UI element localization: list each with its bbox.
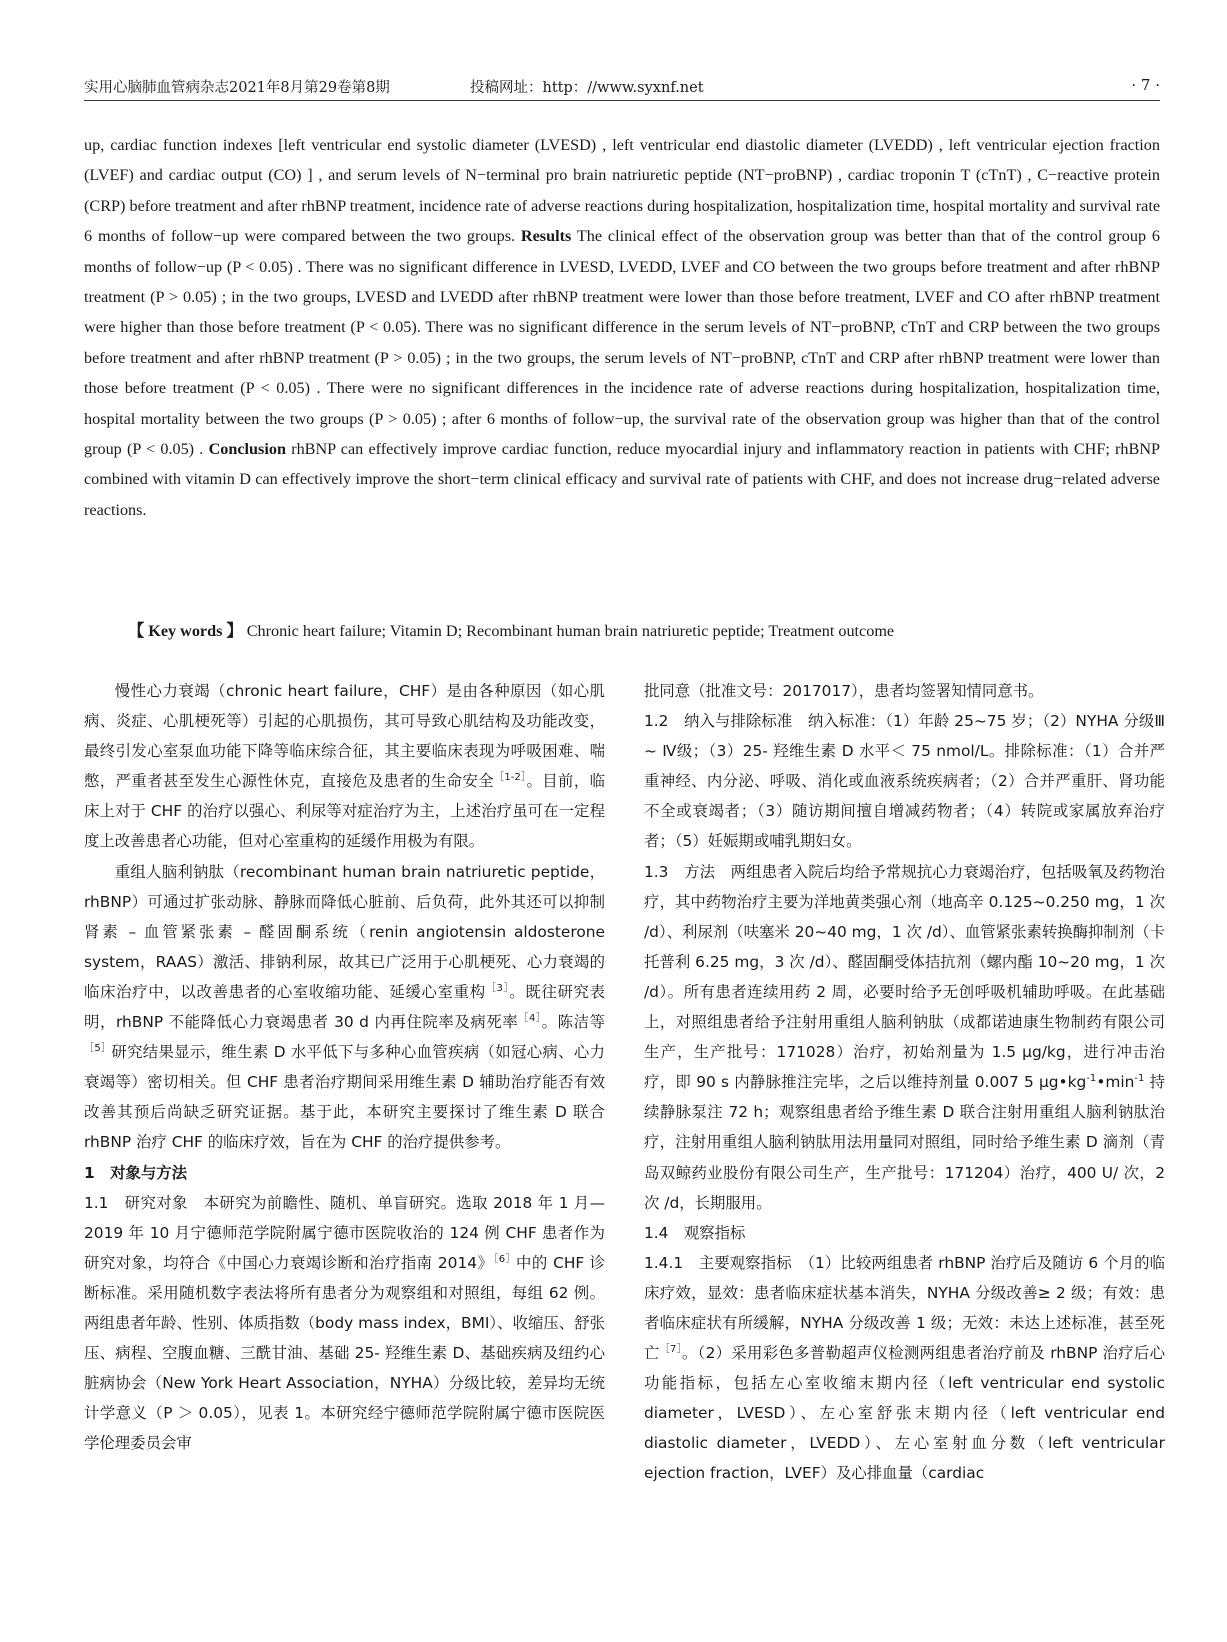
text: 研究结果显示，维生素 D 水平低下与多种心血管疾病（如冠心病、心力衰竭等）密切相关。但 CHF 患者治疗期间采用维生素 D 辅助治疗能否有效改善其预后尚缺乏研究证据。基于此，本研究主要探讨了维生素 D 联合 rhBNP 治疗 CHF 的临床疗效，旨在为 CHF 的治疗提供参考。 [84,1043,605,1152]
submission-url[interactable]: 投稿网址：http：//www.syxnf.net [470,80,704,96]
citation[interactable]: ［3］ [485,982,510,994]
text: 1.1 研究对象 本研究为前瞻性、随机、单盲研究。选取 2018 年 1 月—2019 年 10 月宁德师范学院附属宁德市医院收治的 124 例 CHF 患者作为研究对象，均符合《中国心力衰竭诊断和治疗指南 2014》 [84,1193,605,1272]
left-column [84,676,605,1458]
indicators-paragraph [644,1248,1165,1489]
text: 。陈洁等 [541,1013,605,1032]
english-abstract [84,130,1160,525]
citation[interactable]: ［6］ [493,1253,517,1265]
citation[interactable]: ［4］ [518,1012,542,1024]
intro-paragraph-2 [84,857,605,1158]
abstract-paragraph [84,130,1160,525]
ethics-paragraph: 批同意（批准文号：2017017），患者均签署知情同意书。 [644,682,1044,700]
conclusion-label: Conclusion [208,440,286,459]
text: 。既往研究表明，rhBNP 不能降低心力衰竭患者 30 d 内再住院率及病死率 [84,982,605,1032]
text: 。（2）采用彩色多普勒超声仪检测两组患者治疗前及 rhBNP 治疗后心功能指标，包括左心室收缩末期内径（left ventricular end systolic diameter，LVESD）、左心室舒张末期内径（left ventricular end diastolic diameter，LVEDD）、左心室射血分数（left ventricular ejection fraction，LVEF）及心排血量（cardiac [644,1344,1165,1483]
page-number: · 7 · [1131,76,1160,94]
keywords [128,616,1158,646]
intro-paragraph-1 [84,676,605,857]
abstract-methods-text: up, cardiac function indexes [left ventricular end systolic diameter (LVESD) , left ventricular end diastolic diameter (LVEDD) , left ventricular ejection fraction (LVEF) and cardiac output (CO) ] , and serum levels of N−terminal pro brain natriuretic peptide (NT−proBNP) , cardiac troponin T (cTnT) , C−reactive protein (CRP) before treatment and after rhBNP treatment, incidence rate of adverse reactions during hospitalization, hospitalization time, hospital mortality and survival rate 6 months of follow−up were compared between the two groups. [84,136,1160,246]
journal-title: 实用心脑肺血管病杂志2021年8月第29卷第8期 [84,80,390,96]
right-column [644,676,1165,1489]
citation[interactable]: ［1-2］ [494,772,527,784]
citation[interactable]: ［7］ [659,1343,682,1355]
section-heading: 1 对象与方法 [84,1163,188,1182]
keywords-text: Chronic heart failure; Vitamin D; Recombinant human brain natriuretic peptide; Treatment outcome [246,622,895,640]
text: •min [1096,1073,1135,1092]
abstract-conclusion-text: rhBNP can effectively improve cardiac function, reduce myocardial injury and inflammatory reaction in patients with CHF; rhBNP combined with vitamin D can effectively improve the short−term clinical efficacy and survival rate of patients with CHF, and does not increase drug−related adverse reactions. [84,440,1161,519]
text: 重组人脑利钠肽（recombinant human brain natriuretic peptide，rhBNP）可通过扩张动脉、静脉而降低心脏前、后负荷，此外其还可以抑制肾素 – 血管紧张素 – 醛固酮系统（renin angiotensin aldosterone system，RAAS）激活、排钠利尿，故其已广泛用于心肌梗死、心力衰竭的临床治疗中，以改善患者的心室收缩功能、延缓心室重构 [84,862,605,1001]
results-label: Results [520,227,572,246]
text: 1.4.1 主要观察指标 （1）比较两组患者 rhBNP 治疗后及随访 6 个月的临床疗效，显效：患者临床症状基本消失，NYHA 分级改善≥ 2 级；有效：患者临床症状有所缓解，NYHA 分级改善 1 级；无效：未达上述标准，甚至死亡 [644,1253,1165,1363]
text: 慢性心力衰竭（chronic heart failure，CHF）是由各种原因（如心肌病、炎症、心肌梗死等）引起的心肌损伤，其可导致心肌结构及功能改变，最终引发心室泵血功能下降等临床综合征，其主要临床表现为呼吸困难、喘憋，严重者甚至发生心源性休克，直接危及患者的生命安全 [84,682,605,791]
keywords-label: 【 Key words 】 [128,622,243,640]
citation[interactable]: ［5］ [84,1043,112,1054]
text: 中的 CHF 诊断标准。采用随机数字表法将所有患者分为观察组和对照组，每组 62 例。两组患者年龄、性别、体质指数（body mass index，BMI）、收缩压、舒张压、病程、空腹血糖、三酰甘油、基础 25- 羟维生素 D、基础疾病及纽约心脏病协会（New York Heart Association，NYHA）分级比较，差异均无统计学意义（P ＞ 0.05），见表 1。本研究经宁德师范学院附属宁德市医院医学伦理委员会审 [84,1253,605,1453]
superscript: -1 [1134,1073,1145,1085]
text: 1.3 方法 两组患者入院后均给予常规抗心力衰竭治疗，包括吸氧及药物治疗，其中药物治疗主要为洋地黄类强心剂（地高辛 0.125~0.250 mg，1 次 /d）、利尿剂（呋塞米 20~40 mg，1 次 /d）、血管紧张素转换酶抑制剂（卡托普利 6.25 mg，3 次 /d）、醛固酮受体拮抗剂（螺内酯 10~20 mg，1 次 /d）。所有患者连续用药 2 周，必要时给予无创呼吸机辅助呼吸。在此基础上，对照组患者给予注射用重组人脑利钠肽（成都诺迪康生物制药有限公司生产，生产批号：171028）治疗，初始剂量为 1.5 μg/kg，进行冲击治疗，即 90 s 内静脉推注完毕，之后以维持剂量 0.007 5 μg•kg [644,862,1165,1092]
method-paragraph [644,857,1165,1218]
subsection-heading: 1.4 观察指标 [644,1223,746,1242]
superscript: -1 [1086,1073,1097,1085]
methods-paragraph [84,1188,605,1459]
running-header [84,72,1160,101]
criteria-paragraph: 1.2 纳入与排除标准 纳入标准：（1）年龄 25~75 岁；（2）NYHA 分级Ⅲ ~ Ⅳ级；（3）25- 羟维生素 D 水平＜ 75 nmol/L。排除标准：（1）合并严重神经、内分泌、呼吸、消化或血液系统疾病者；（2）合并严重肝、肾功能不全或衰竭者；（3）随访期间擅自增减药物者；（4）转院或家属放弃治疗者；（5）妊娠期或哺乳期妇女。 [644,712,1165,851]
abstract-results-text: The clinical effect of the observation group was better than that of the control group 6 months of follow−up (P < 0.05) . There was no significant difference in LVESD, LVEDD, LVEF and CO between the two groups before treatment and after rhBNP treatment (P > 0.05) ; in the two groups, LVESD and LVEDD after rhBNP treatment were lower than those before treatment, LVEF and CO after rhBNP treatment were higher than those before treatment (P < 0.05). There was no significant difference in the serum levels of NT−proBNP, cTnT and CRP between the two groups before treatment and after rhBNP treatment (P > 0.05) ; in the two groups, the serum levels of NT−proBNP, cTnT and CRP after rhBNP treatment were lower than those before treatment (P < 0.05) . There were no significant differences in the incidence rate of adverse reactions during hospitalization, hospitalization time, hospital mortality between the two groups (P > 0.05) ; after 6 months of follow−up, the survival rate of the observation group was higher than that of the control group (P < 0.05) . [84,227,1161,459]
text: 。目前，临床上对于 CHF 的治疗以强心、利尿等对症治疗为主，上述治疗虽可在一定程度上改善患者心功能，但对心室重构的延缓作用极为有限。 [84,772,605,851]
text: 持续静脉泵注 72 h；观察组患者给予维生素 D 联合注射用重组人脑利钠肽治疗，注射用重组人脑利钠肽用法用量同对照组，同时给予维生素 D 滴剂（青岛双鲸药业股份有限公司生产，生产批号：171204）治疗，400 U/ 次，2 次 /d，长期服用。 [644,1073,1165,1212]
